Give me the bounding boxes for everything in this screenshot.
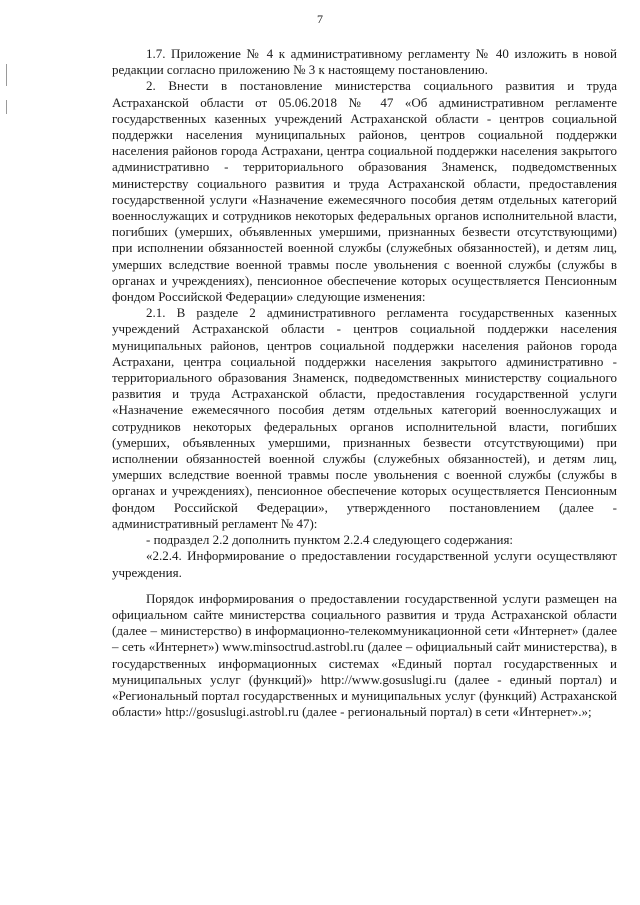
paragraph-information-order: Порядок информирования о предоставлении государственной услуги размещен на официальном сайте министерства социального развития и труда Астраханской области (далее – министерство) в информационно-телекоммуникационной сети «Интернет» (далее – сеть «Интернет») www.minsoctrud.astrobl.ru (далее – официальный сайт министерства), в государственных информационных системах «Единый портал государственных и муниципальных услуг (функций)» http://www.gosuslugi.ru (далее - единый портал) и «Региональный портал государственных и муниципальных услуг (функций) Астраханской области» http://gosuslugi.astrobl.ru (далее - региональный портал) в сети «Интернет».»; <box>112 590 617 720</box>
document-body <box>112 46 617 720</box>
paragraph-2-1: 2.1. В разделе 2 административного регламента государственных казенных учреждений Астраханской области - центров социальной поддержки населения муниципальных районов, центров социальной поддержки населения районов города Астрахани, центра социальной поддержки населения закрытого административно - территориального образования Знаменск, подведомственных министерству социального развития и труда Астраханской области, предоставления государственной услуги «Назначение ежемесячного пособия детям отдельных категорий военнослужащих и сотрудников некоторых федеральных органов исполнительной власти, погибших (умерших, объявленных умершими, признанных безвести отсутствующими) при исполнении обязанностей военной службы (служебных обязанностей), и детям лиц, умерших вследствие военной травмы после увольнения с военной службы (службы в органах и учреждениях), пенсионное обеспечение которых осуществляется Пенсионным фондом Российской Федерации», утвержденного постановлением (далее - административный регламент № 47): <box>112 305 617 531</box>
paragraph-2: 2. Внести в постановление министерства социального развития и труда Астраханской области от 05.06.2018 № 47 «Об административном регламенте государственных казенных учреждений Астраханской области - центров социальной поддержки населения муниципальных районов, центров социальной поддержки населения районов города Астрахани, центра социальной поддержки населения закрытого административно - территориального образования Знаменск, подведомственных министерству социального развития и труда Астраханской области, предоставления государственной услуги «Назначение ежемесячного пособия детям отдельных категорий военнослужащих и сотрудников некоторых федеральных органов исполнительной власти, погибших (умерших, объявленных умершими, признанных безвести отсутствующими) при исполнении обязанностей военной службы (служебных обязанностей), и детям лиц, умерших вследствие военной травмы после увольнения с военной службы (службы в органах и учреждениях), пенсионное обеспечение которых осуществляется Пенсионным фондом Российской Федерации» следующие изменения: <box>112 78 617 305</box>
margin-scan-mark <box>6 64 7 86</box>
paragraph-1-7: 1.7. Приложение № 4 к административному регламенту № 40 изложить в новой редакции согласно приложению № 3 к настоящему постановлению. <box>112 46 617 78</box>
margin-scan-mark <box>6 100 7 114</box>
page-number: 7 <box>317 12 323 26</box>
paragraph-subsection-2-2: - подраздел 2.2 дополнить пунктом 2.2.4 следующего содержания: <box>146 532 514 548</box>
paragraph-2-2-4: «2.2.4. Информирование о предоставлении государственной услуги осуществляют учреждения. <box>112 548 617 580</box>
